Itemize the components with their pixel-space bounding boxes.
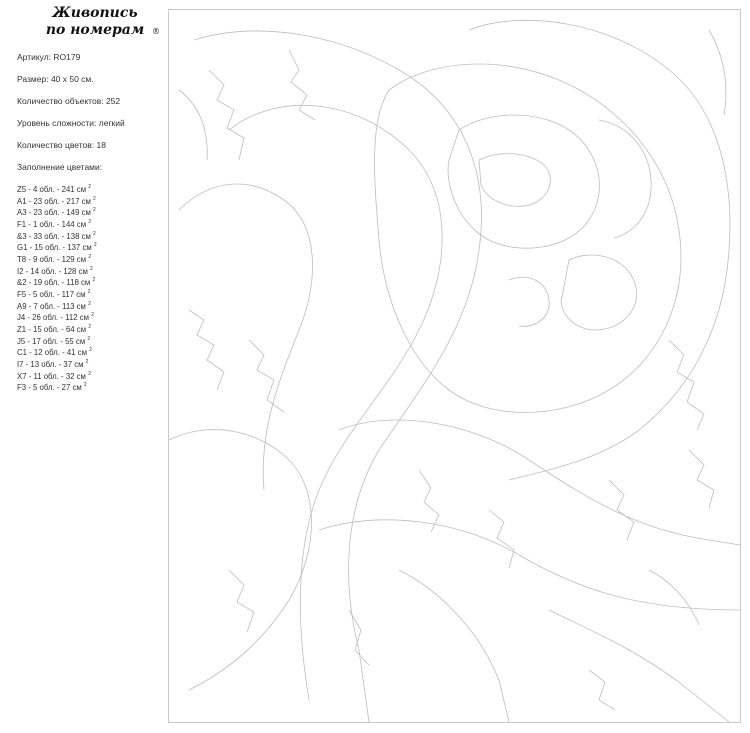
outline-contour [469, 20, 730, 480]
outline-contour [509, 277, 549, 326]
color-row-text: J5 - 17 обл. - 55 см [17, 336, 86, 346]
unit-sup: 2 [89, 265, 93, 272]
outline-contour [448, 115, 599, 248]
outline-contour [709, 30, 726, 115]
unit-sup: 2 [83, 382, 87, 389]
outline-contour [489, 510, 514, 568]
brand-line-1: Живопись [52, 5, 138, 21]
color-row-text: T8 - 9 обл. - 129 см [17, 254, 87, 264]
objects-count-field: Количество объектов: 252 [17, 96, 121, 106]
color-row [17, 183, 97, 195]
outline-contour [194, 31, 481, 722]
color-row [17, 276, 97, 288]
outline-contour [169, 430, 312, 690]
color-row-text: Z1 - 15 обл. - 64 см [17, 324, 87, 334]
outline-contour [339, 420, 740, 545]
color-row [17, 206, 97, 218]
outline-contour [229, 105, 442, 700]
color-row [17, 288, 97, 300]
color-row-text: A1 - 23 обл. - 217 см [17, 196, 91, 206]
brand-logo [40, 5, 160, 39]
outline-contour [689, 450, 714, 508]
coloring-canvas [168, 9, 741, 723]
outline-contour [649, 570, 699, 625]
unit-sup: 2 [88, 184, 92, 190]
outline-contour [669, 340, 704, 430]
color-row-text: C1 - 12 обл. - 41 см [17, 348, 87, 358]
color-row-text: G1 - 15 обл. - 137 см [17, 243, 92, 253]
color-fill-list [17, 183, 97, 393]
color-row [17, 218, 97, 230]
brand-line-2: по номерам [45, 22, 145, 38]
color-row [17, 253, 97, 265]
color-row [17, 300, 97, 312]
unit-sup: 2 [88, 300, 91, 307]
outline-contour [549, 610, 729, 722]
color-row [17, 335, 97, 347]
unit-sup: 2 [87, 335, 91, 342]
outline-contour [209, 70, 244, 160]
color-row-text: I2 - 14 обл. - 128 см [17, 266, 88, 276]
outline-contour [479, 154, 550, 207]
color-row-text: A9 - 7 обл. - 113 см [17, 301, 86, 311]
unit-sup: 2 [92, 277, 96, 284]
outline-contour [229, 570, 254, 632]
unit-sup: 2 [93, 230, 96, 237]
color-row [17, 311, 97, 323]
article-field: Артикул: RO179 [17, 52, 81, 62]
color-row [17, 370, 97, 382]
unit-sup: 2 [88, 370, 91, 377]
unit-sup: 2 [87, 288, 91, 295]
color-row [17, 265, 97, 277]
unit-sup: 2 [88, 253, 92, 260]
outline-contour [599, 120, 651, 238]
unit-sup: 2 [93, 207, 96, 214]
color-row [17, 241, 97, 253]
colors-count-field: Количество цветов: 18 [17, 140, 106, 150]
color-row [17, 230, 97, 242]
unit-sup: 2 [88, 218, 92, 225]
color-row [17, 381, 97, 393]
outline-contour [375, 64, 681, 413]
color-row [17, 323, 97, 335]
registered-mark: ® [152, 27, 160, 36]
outline-contour [289, 50, 315, 120]
unit-sup: 2 [88, 323, 92, 330]
outline-contour [349, 610, 369, 665]
outline-contour [589, 670, 615, 710]
product-info [17, 51, 125, 183]
outline-contour [179, 90, 207, 160]
outline-contour [561, 255, 637, 330]
color-row-text: A3 - 23 обл. - 149 см [17, 208, 91, 218]
outline-drawing [169, 10, 740, 722]
outline-contour [189, 310, 224, 390]
color-row-text: J4 - 26 обл. - 112 см [17, 313, 89, 323]
outline-contour [399, 570, 509, 722]
size-field: Размер: 40 x 50 см. [17, 74, 94, 84]
color-row-text: &3 - 33 обл. - 138 см [17, 231, 91, 241]
color-row-text: F3 - 5 обл. - 27 см [17, 383, 82, 393]
unit-sup: 2 [93, 242, 97, 249]
unit-sup: 2 [91, 312, 94, 319]
color-row-text: F1 - 1 обл. - 144 см [17, 219, 87, 229]
color-row-text: F5 - 5 обл. - 117 см [17, 289, 86, 299]
unit-sup: 2 [89, 347, 92, 354]
outline-contour [419, 470, 439, 532]
color-row-text: X7 - 11 обл. - 32 см [17, 371, 86, 381]
unit-sup: 2 [85, 358, 89, 365]
color-row-text: &2 - 19 обл. - 118 см [17, 278, 91, 288]
unit-sup: 2 [93, 195, 96, 202]
color-row-text: Z5 - 4 обл. - 241 см [17, 185, 87, 194]
color-row [17, 358, 97, 370]
color-row-text: I7 - 13 обл. - 37 см [17, 359, 84, 369]
fill-heading: Заполнение цветами: [17, 162, 103, 172]
color-row [17, 195, 97, 207]
color-row [17, 346, 97, 358]
outline-contour [249, 340, 284, 412]
difficulty-field: Уровень сложности: легкий [17, 118, 125, 128]
outline-contour [179, 184, 313, 490]
